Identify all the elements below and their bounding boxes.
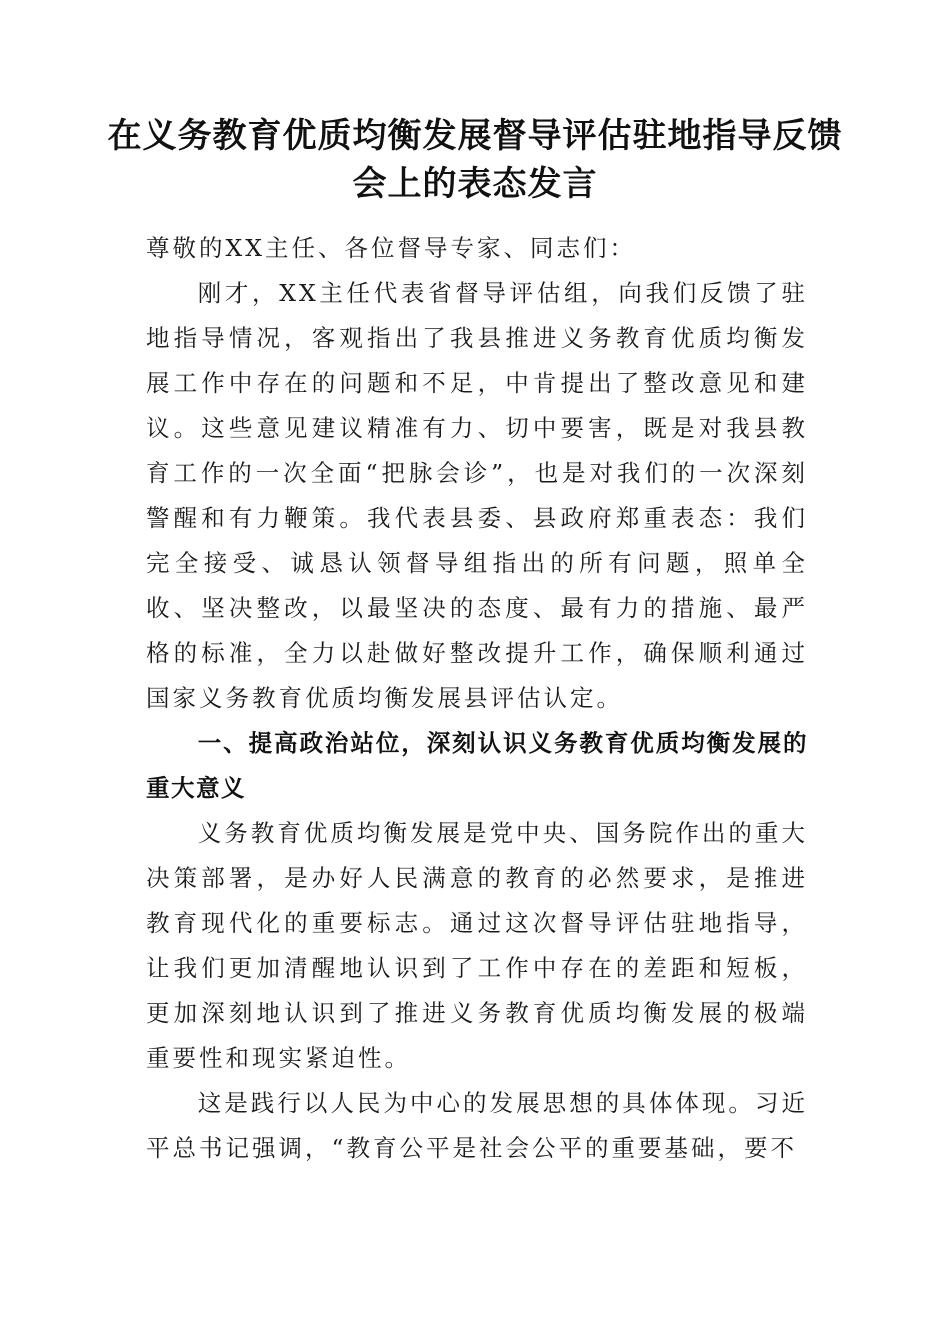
- section1-paragraph-1: 义务教育优质均衡发展是党中央、国务院作出的重大决策部署，是办好人民满意的教育的必然要求，是推进教育现代化的重要标志。通过这次督导评估驻地指导，让我们更加清醒地认识到了工作中存在的差距和短板，更加深刻地认识到了推进义务教育优质均衡发展的极端重要性和现实紧迫性。: [146, 819, 808, 1072]
- section-heading-1: 一、提高政治站位，深刻认识义务教育优质均衡发展的重大意义: [146, 729, 808, 802]
- document-body: [146, 226, 808, 1171]
- greeting-line: 尊敬的XX主任、各位督导专家、同志们：: [146, 234, 636, 262]
- opening-paragraph: 刚才，XX主任代表省督导评估组，向我们反馈了驻地指导情况，客观指出了我县推进义务教育优质均衡发展工作中存在的问题和不足，中肯提出了整改意见和建议。这些意见建议精准有力、切中要害，既是对我县教育工作的一次全面“把脉会诊”，也是对我们的一次深刻警醒和有力鞭策。我代表县委、县政府郑重表态：我们完全接受、诚恳认领督导组指出的所有问题，照单全收、坚决整改，以最坚决的态度、最有力的措施、最严格的标准，全力以赴做好整改提升工作，确保顺利通过国家义务教育优质均衡发展县评估认定。: [146, 279, 808, 712]
- section1-paragraph-2: 这是践行以人民为中心的发展思想的具体体现。习近平总书记强调，“教育公平是社会公平的重要基础，要不: [146, 1089, 808, 1162]
- document-title: 在义务教育优质均衡发展督导评估驻地指导反馈会上的表态发言: [107, 116, 843, 204]
